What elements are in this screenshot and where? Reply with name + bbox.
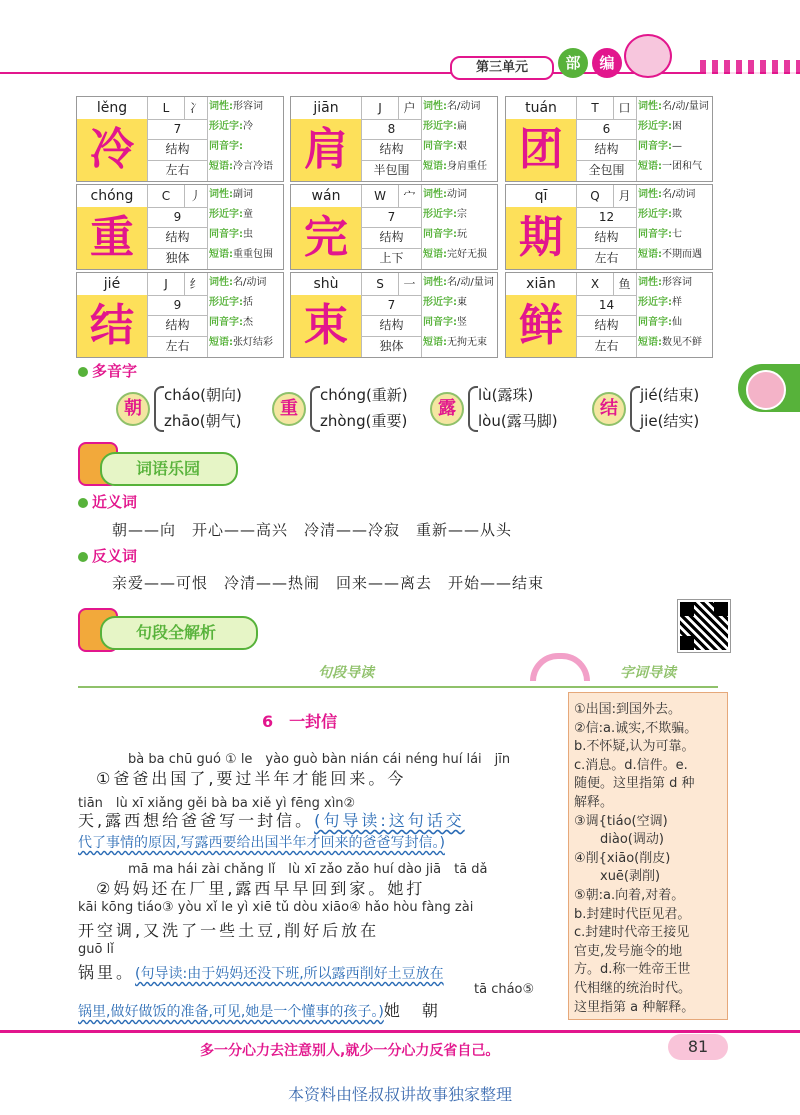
character-card [505, 96, 713, 182]
brace-icon [310, 386, 320, 432]
card-character: 冷 [77, 119, 148, 181]
card-info-row: 短语:张灯结彩 [209, 337, 273, 348]
card-strokes: 12 [577, 207, 637, 228]
character-card [76, 184, 284, 270]
card-radical: 丿 [184, 185, 208, 208]
card-structure-label: 结构 [577, 139, 637, 161]
card-radical: 鱼 [613, 273, 637, 296]
polyphone-heading: 多音字 [78, 360, 137, 381]
card-character: 鲜 [506, 295, 577, 357]
card-info-row: 形近字:困 [638, 121, 682, 132]
text-line-5: 开空调,又洗了一些土豆,削好后放在 [78, 921, 380, 940]
synonym-heading: 近义词 [78, 491, 137, 512]
card-info [638, 185, 712, 269]
glossary-line: b.不怀疑,认为可靠。 [574, 739, 695, 755]
glossary-line: ④削{xiāo(削皮) [574, 850, 671, 866]
card-structure: 左右 [577, 336, 637, 357]
card-info-row: 词性:名/动词 [638, 189, 696, 200]
card-radical: 冫 [184, 97, 208, 120]
glossary-line: b.封建时代臣见君。 [574, 906, 691, 922]
pinyin-line-7: tā cháo⑤ [474, 982, 535, 997]
card-info [209, 273, 283, 357]
card-structure: 左右 [148, 160, 208, 181]
antonym-line: 亲爱——可恨 冷清——热闹 回来——离去 开始——结束 [112, 574, 545, 592]
glossary-line: xuē(剥削) [574, 869, 661, 885]
text-line-6: 锅里。(句导读:由于妈妈还没下班,所以露西削好土豆放在 [78, 963, 444, 982]
card-letter: C [148, 185, 185, 208]
card-structure: 独体 [148, 248, 208, 269]
card-pinyin: jié [77, 273, 148, 296]
card-info-row: 形近字:扁 [423, 121, 467, 132]
card-info-row: 词性:名/动/量词 [423, 277, 494, 288]
card-structure: 全包围 [577, 160, 637, 181]
card-letter: X [577, 273, 614, 296]
glossary-line: 这里指第 a 种解释。 [574, 999, 695, 1015]
juduan-banner: 句段全解析 [100, 616, 258, 650]
card-letter: Q [577, 185, 614, 208]
card-info [423, 185, 497, 269]
character-card [290, 272, 498, 358]
header-rule [0, 72, 800, 74]
polyphone-reading: zhòng(重要) [320, 412, 408, 430]
card-info-row: 同音字:竖 [423, 317, 467, 328]
card-radical: 纟 [184, 273, 208, 296]
antonym-heading: 反义词 [78, 545, 137, 566]
polyphone-reading: jie(结实) [640, 412, 700, 430]
card-radical: 口 [613, 97, 637, 120]
credit-line: 本资料由怪叔叔讲故事独家整理 [287, 1085, 512, 1104]
character-card [290, 96, 498, 182]
glossary-line: ③调{tiáo(空调) [574, 813, 668, 829]
card-structure-label: 结构 [362, 227, 422, 249]
page-number: 81 [668, 1034, 728, 1060]
card-structure-label: 结构 [362, 315, 422, 337]
card-strokes: 9 [148, 295, 208, 316]
glossary-line: 随便。这里指第 d 种 [574, 776, 695, 792]
card-radical: 宀 [398, 185, 422, 208]
polyphone-char: 朝 [116, 392, 150, 426]
card-info [638, 97, 712, 181]
glossary-line: c.封建时代帝王接见 [574, 925, 690, 941]
card-pinyin: lěng [77, 97, 148, 120]
card-info-row: 同音字:玩 [423, 229, 467, 240]
card-structure: 半包围 [362, 160, 422, 181]
card-info-row: 同音字:虫 [209, 229, 253, 240]
guide-note-1: 代了事情的原因,写露西要给出国半年才回来的爸爸写封信。) [78, 835, 445, 851]
card-info-row: 形近字:括 [209, 297, 253, 308]
card-info-row: 形近字:東 [423, 297, 467, 308]
card-info-row: 形近字:童 [209, 209, 253, 220]
card-character: 完 [291, 207, 362, 269]
card-structure: 上下 [362, 248, 422, 269]
bu-badge: 部 [558, 48, 588, 78]
card-strokes: 7 [362, 295, 422, 316]
lesson-title: 6 一封信 [262, 712, 338, 731]
card-structure-label: 结构 [148, 315, 208, 337]
card-info-row: 同音字:— [638, 141, 682, 152]
text-line-2: 天,露西想给爸爸写一封信。(句导读:这句话交 [78, 811, 465, 830]
card-character: 束 [291, 295, 362, 357]
text-line-1: ①爸爸出国了,要过半年才能回来。今 [96, 769, 407, 788]
card-character: 团 [506, 119, 577, 181]
brace-icon [468, 386, 478, 432]
card-structure: 独体 [362, 336, 422, 357]
card-radical: 一 [398, 273, 422, 296]
card-info-row: 同音字:杰 [209, 317, 253, 328]
card-info-row: 短语:无拘无束 [423, 337, 487, 348]
pinyin-line-4: mā ma hái zài chǎng lǐ lù xī zǎo zǎo huí dào jiā tā dǎ [128, 862, 488, 877]
card-structure-label: 结构 [148, 139, 208, 161]
card-pinyin: jiān [291, 97, 362, 120]
card-letter: W [362, 185, 399, 208]
polyphone-reading: jié(结束) [640, 386, 700, 404]
card-info [209, 185, 283, 269]
tab-juduan-daodu: 句段导读 [318, 665, 374, 681]
mascot-icon [624, 34, 672, 78]
polyphone-reading: lù(露珠) [478, 386, 534, 404]
card-letter: T [577, 97, 614, 120]
card-info [638, 273, 712, 357]
card-info-row: 词性:副词 [209, 189, 253, 200]
card-info-row: 同音字: [209, 141, 243, 152]
card-info-row: 词性:名/动/量词 [638, 101, 709, 112]
pinyin-line-1: bà ba chū guó ① le yào guò bàn nián cái néng huí lái jīn [128, 752, 511, 767]
glossary-line: 解释。 [574, 795, 614, 810]
card-info-row: 短语:冷言冷语 [209, 161, 273, 172]
card-info-row: 短语:一团和气 [638, 161, 702, 172]
brace-icon [630, 386, 640, 432]
card-structure-label: 结构 [577, 227, 637, 249]
card-info-row: 形近字:宗 [423, 209, 467, 220]
card-radical: 户 [398, 97, 422, 120]
character-card [505, 184, 713, 270]
glossary-line: 代相继的统治时代。 [574, 981, 692, 996]
card-info-row: 短语:完好无损 [423, 249, 487, 260]
text-line-4: ②妈妈还在厂里,露西早早回到家。她打 [96, 879, 426, 898]
card-character: 重 [77, 207, 148, 269]
polyphone-reading: lòu(露马脚) [478, 412, 558, 430]
card-letter: J [148, 273, 185, 296]
card-strokes: 14 [577, 295, 637, 316]
card-letter: S [362, 273, 399, 296]
card-strokes: 8 [362, 119, 422, 140]
text-line-7: 锅里,做好做饭的准备,可见,她是一个懂事的孩子。)她 朝 [78, 1001, 441, 1020]
card-info-row: 形近字:冷 [209, 121, 253, 132]
glossary-line: ⑤朝:a.向着,对着。 [574, 888, 685, 903]
polyphone-char: 露 [430, 392, 464, 426]
footer-quote: 多一分心力去注意别人,就少一分心力反省自己。 [200, 1043, 500, 1059]
polyphone-reading: cháo(朝向) [164, 386, 242, 404]
card-info-row: 同音字:七 [638, 229, 682, 240]
card-info-row: 短语:数见不鲜 [638, 337, 702, 348]
polyphone-char: 结 [592, 392, 626, 426]
card-structure: 左右 [148, 336, 208, 357]
card-structure: 左右 [577, 248, 637, 269]
character-card [76, 96, 284, 182]
card-character: 肩 [291, 119, 362, 181]
card-info-row: 短语:不期而遇 [638, 249, 702, 260]
card-info-row: 短语:身肩重任 [423, 161, 487, 172]
glossary-line: diào(调动) [574, 832, 664, 848]
polyphone-char: 重 [272, 392, 306, 426]
card-character: 期 [506, 207, 577, 269]
character-card [505, 272, 713, 358]
card-info-row: 短语:重重包围 [209, 249, 273, 260]
glossary-line: c.消息。d.信件。e. [574, 757, 688, 773]
card-radical: 月 [613, 185, 637, 208]
polyphone-reading: chóng(重新) [320, 386, 408, 404]
glossary-line: ①出国:到国外去。 [574, 702, 682, 717]
glossary-line: ②信:a.诚实,不欺骗。 [574, 720, 698, 736]
unit-label: 第三单元 [450, 56, 554, 80]
card-info-row: 形近字:欺 [638, 209, 682, 220]
card-strokes: 9 [148, 207, 208, 228]
synonym-line: 朝——向 开心——高兴 冷清——冷寂 重新——从头 [112, 521, 513, 539]
glossary-line: 方。d.称一姓帝王世 [574, 962, 691, 978]
card-info-row: 词性:名/动词 [209, 277, 267, 288]
reading-rule [78, 686, 718, 688]
card-strokes: 7 [362, 207, 422, 228]
card-pinyin: qī [506, 185, 577, 208]
card-info [423, 97, 497, 181]
checker-decoration [700, 60, 800, 74]
card-info [209, 97, 283, 181]
brace-icon [154, 386, 164, 432]
card-structure-label: 结构 [362, 139, 422, 161]
card-info-row: 同音字:艰 [423, 141, 467, 152]
card-info-row: 词性:动词 [423, 189, 467, 200]
glossary-line: 官吏,发号施令的地 [574, 943, 683, 959]
bian-badge: 编 [592, 48, 622, 78]
footer-rule [0, 1030, 800, 1033]
mascot-face-icon [746, 370, 786, 410]
ciyu-banner: 词语乐园 [100, 452, 238, 486]
qr-code-icon[interactable] [678, 600, 730, 652]
card-pinyin: xiān [506, 273, 577, 296]
character-card [290, 184, 498, 270]
pinyin-line-2: tiān lù xī xiǎng gěi bà ba xiě yì fēng xìn② [78, 796, 356, 811]
pinyin-line-5: kāi kōng tiáo③ yòu xǐ le yì xiē tǔ dòu xiāo④ hǎo hòu fàng zài [78, 900, 474, 915]
card-strokes: 6 [577, 119, 637, 140]
card-info-row: 词性:形容词 [638, 277, 692, 288]
card-pinyin: tuán [506, 97, 577, 120]
rainbow-icon [530, 653, 590, 681]
card-structure-label: 结构 [148, 227, 208, 249]
card-info-row: 词性:形容词 [209, 101, 263, 112]
card-structure-label: 结构 [577, 315, 637, 337]
card-pinyin: chóng [77, 185, 148, 208]
card-strokes: 7 [148, 119, 208, 140]
character-card [76, 272, 284, 358]
card-info [423, 273, 497, 357]
pinyin-line-6: guō lǐ [78, 942, 114, 957]
polyphone-reading: zhāo(朝气) [164, 412, 242, 430]
card-letter: L [148, 97, 185, 120]
card-letter: J [362, 97, 399, 120]
card-pinyin: shù [291, 273, 362, 296]
card-character: 结 [77, 295, 148, 357]
tab-zici-daodu: 字词导读 [620, 665, 676, 681]
card-info-row: 形近字:样 [638, 297, 682, 308]
card-info-row: 词性:名/动词 [423, 101, 481, 112]
card-info-row: 同音字:仙 [638, 317, 682, 328]
card-pinyin: wán [291, 185, 362, 208]
